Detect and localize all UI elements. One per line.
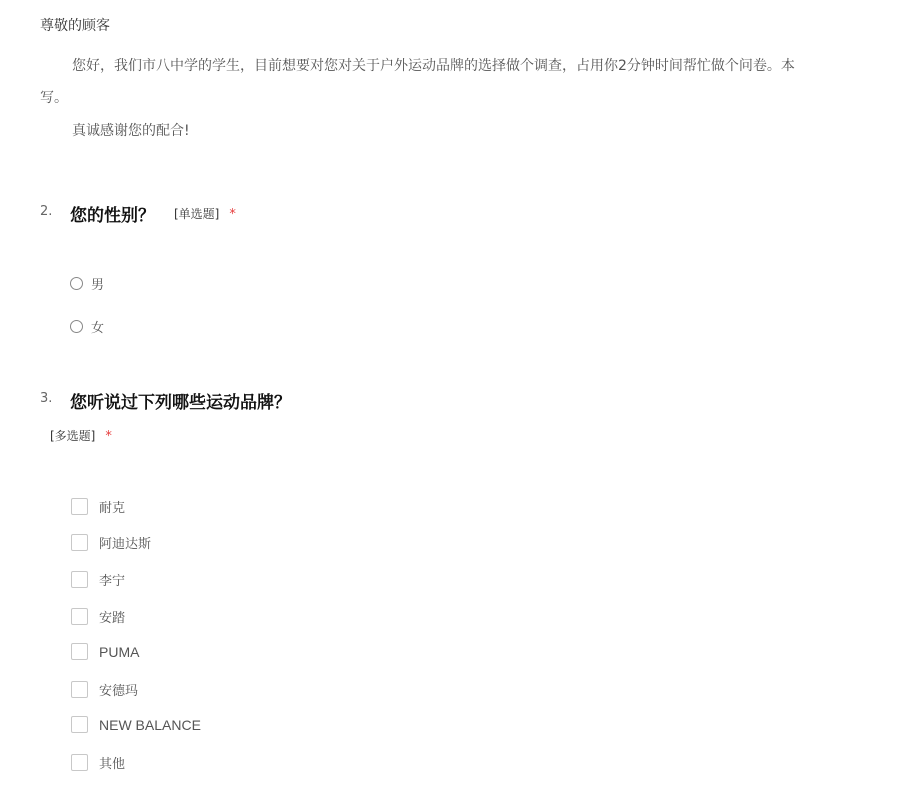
checkbox[interactable] bbox=[71, 534, 88, 551]
option-label: 女 bbox=[91, 321, 105, 336]
question-number: 2. bbox=[40, 204, 53, 219]
greeting-text: 尊敬的顾客 bbox=[40, 18, 110, 34]
checkbox-option-anta[interactable] bbox=[71, 607, 125, 626]
checkbox[interactable] bbox=[71, 681, 88, 698]
checkbox-option-adidas[interactable] bbox=[71, 533, 151, 552]
radio-button[interactable] bbox=[70, 277, 83, 290]
checkbox[interactable] bbox=[71, 754, 88, 771]
question-type-label: [多选题] * bbox=[50, 429, 112, 444]
intro-paragraph-line1: 您好，我们市八中学的学生，目前想要对您对关于户外运动品牌的选择做个调查，占用你2分钟时间帮忙做个问卷。本 bbox=[72, 58, 795, 74]
radio-option-male[interactable] bbox=[70, 274, 104, 293]
thanks-text: 真诚感谢您的配合! bbox=[72, 123, 190, 139]
option-label: 男 bbox=[91, 278, 105, 293]
checkbox-option-underarmour[interactable] bbox=[71, 680, 138, 699]
question-type-label: [单选题] * bbox=[174, 207, 236, 222]
checkbox[interactable] bbox=[71, 643, 88, 660]
intro-paragraph-line2: 写。 bbox=[40, 90, 68, 106]
option-label: 耐克 bbox=[99, 501, 126, 516]
option-label: NEW BALANCE bbox=[99, 716, 201, 733]
option-label: 阿迪达斯 bbox=[99, 537, 152, 552]
checkbox[interactable] bbox=[71, 608, 88, 625]
question-title: 您的性别？ bbox=[70, 206, 155, 226]
option-label: PUMA bbox=[99, 643, 140, 660]
radio-button[interactable] bbox=[70, 320, 83, 333]
checkbox[interactable] bbox=[71, 571, 88, 588]
checkbox-option-newbalance[interactable] bbox=[71, 716, 201, 733]
radio-option-female[interactable] bbox=[70, 317, 104, 336]
checkbox-option-nike[interactable] bbox=[71, 497, 125, 516]
option-label: 安德玛 bbox=[99, 684, 139, 699]
checkbox[interactable] bbox=[71, 716, 88, 733]
option-label: 安踏 bbox=[99, 611, 126, 626]
required-mark: * bbox=[229, 207, 236, 222]
question-number: 3. bbox=[40, 391, 53, 406]
checkbox-option-lining[interactable] bbox=[71, 570, 125, 589]
option-label: 李宁 bbox=[99, 574, 126, 589]
option-label: 其他 bbox=[99, 757, 126, 772]
required-mark: * bbox=[105, 429, 112, 444]
checkbox-option-puma[interactable] bbox=[71, 643, 139, 660]
question-title: 您听说过下列哪些运动品牌？ bbox=[70, 393, 291, 413]
checkbox[interactable] bbox=[71, 498, 88, 515]
checkbox-option-other[interactable] bbox=[71, 753, 125, 772]
